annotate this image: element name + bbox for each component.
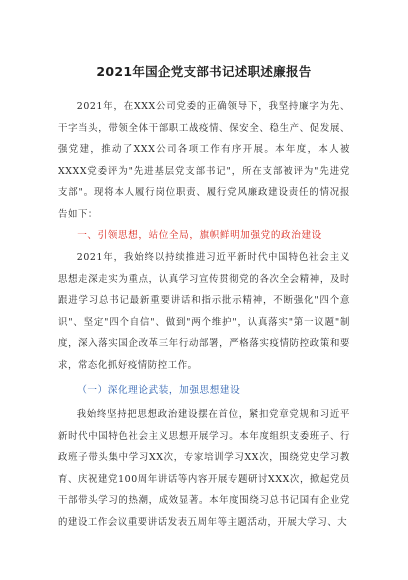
section-heading-1: 一、引领思想，站位全局，旗帜鲜明加强党的政治建设 (77, 230, 322, 241)
section-1-paragraph: 2021年，我始终以持续推进习近平新时代中国特色社会主义思想走深走实为重点，认真学习宣传贯彻党的各次全会精神，及时跟进学习总书记最新重要讲话和指示批示精神，不断强化"四个意识"、坚定"四个自信"、做到"两个维护"，认真落实"第一议题"制度，深入落实国企改革三年行动部署，严格落实疫情防控政策和要求，常态化抓好疫情防控工作。 (58, 252, 350, 371)
document-title: 2021年国企党支部书记述职述廉报告 (96, 64, 312, 79)
subsection-1-paragraph: 我始终坚持把思想政治建设摆在首位，紧扣党章党规和习近平新时代中国特色社会主义思想开展学习。本年度组织支委班子、行政班子带头集中学习XX次，专家培训学习XX次，围绕党史学习教育、庆祝建党100周年讲话等内容开展专题研讨XXX次，掀起党员干部带头学习的热潮，成效显著。本年度围绕习总书记国有企业党的建设工作会议重要讲话发表五周年等主题活动，开展大学习、大 (58, 409, 350, 528)
subsection-heading-1: （一）深化理论武装，加强思想建设 (77, 385, 241, 396)
intro-paragraph: 2021年，在XXX公司党委的正确领导下，我坚持廉字为先、干字当头，带领全体干部职工战疫情、保安全、稳生产、促发展、强党建，推动了XXX公司各项工作有序开展。本年度，本人被XXXX党委评为"先进基层党支部书记"，所在支部被评为"先进党支部"。现将本人履行岗位职责、履行党风廉政建设责任的情况报告如下： (58, 101, 350, 220)
